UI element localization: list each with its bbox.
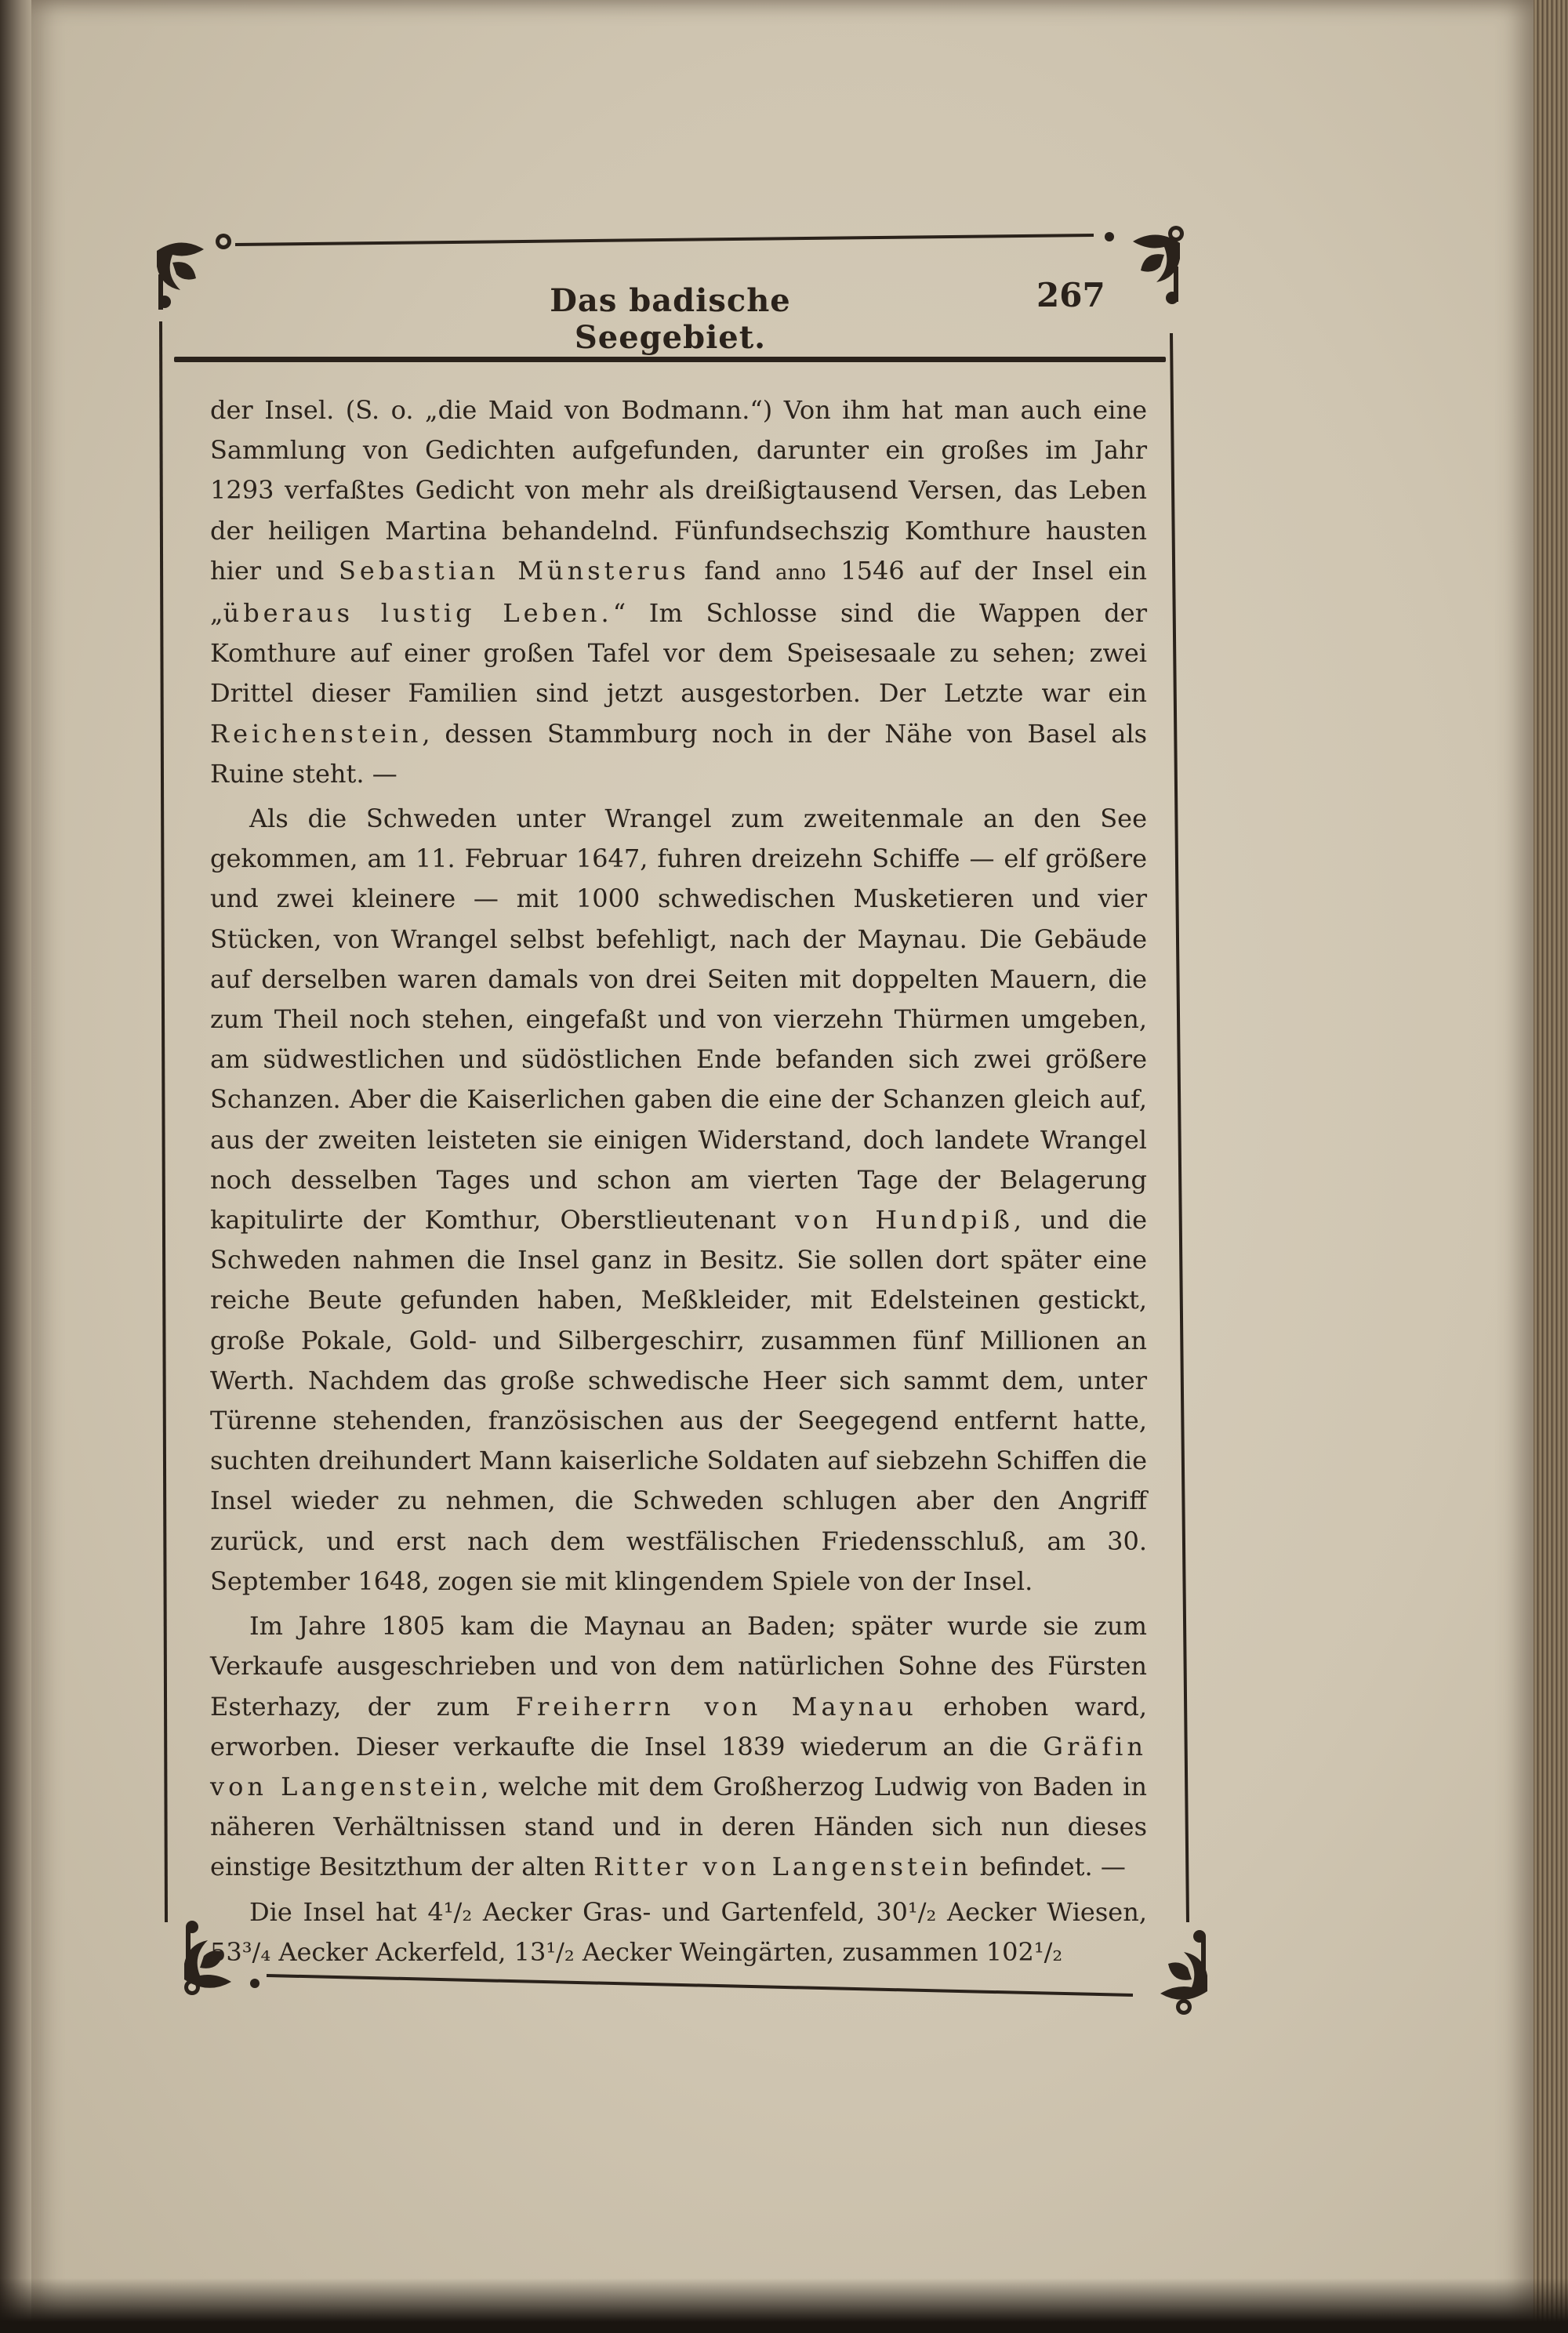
text-run: erhoben ward, erworben. Dieser verkaufte die Insel 1839 wiederum an die [210,1691,1148,1762]
paragraph-3 [210,1606,1147,1887]
paragraph-4 [210,1892,1147,1972]
running-title: Das badische Seegebiet. [550,282,791,356]
name-spaced: Sebastian Münsterus [339,555,690,586]
text-run: befindet. — [971,1852,1126,1882]
header-rule [174,357,1166,362]
text-run: “ Im Schlosse sind die Wappen der Komthure auf einer großen Tafel vor dem Speisesaale zu sehen; zwei Drittel dieser Familien sind jetzt ausgestorben. Der Letzte war ein [210,598,1148,709]
text-run: , dessen Stammburg noch in der Nähe von Basel als Ruine steht. — [210,718,1147,789]
name-spaced: von Hundpiß [794,1205,1014,1235]
name-spaced: Reichenstein [210,718,423,749]
name-spaced: Ritter von Langenstein [593,1852,972,1882]
text-run: , welche mit dem Großherzog Ludwig von Baden in näheren Verhältnissen stand und in deren Händen sich nun dieses einstige Besitzthum der alten [210,1771,1148,1882]
text-run: , und die Schweden nahmen die Insel ganz in Besitz. Sie sollen dort später eine reiche Beute gefunden haben, Meßkleider, mit Edelsteinen gestickt, große Pokale, Gold- und Silbergeschirr, zusammen fünf Millionen an Werth. Nachdem das große schwedische Heer sich sammt dem, unter Türenne stehenden, französischen aus der Seegegend entfernt hatte, suchten dreihundert Mann kaiserliche Soldaten auf siebzehn Schiffen die Insel wieder zu nehmen, die Schweden schlugen aber den Angriff zurück, und erst nach dem westfälischen Friedensschluß, am 30. September 1648, zogen sie mit klingendem Spiele von der Insel. [210,1205,1148,1596]
text-run: fand [689,555,775,586]
paragraph-2 [210,799,1147,1602]
paragraph-1 [210,390,1147,794]
text-run: Im Jahre 1805 kam die Maynau an Baden; später wurde sie zum Verkaufe ausgeschrieben und von dem natürlichen Sohne des Fürsten Esterhazy, der zum [210,1611,1147,1722]
name-spaced: Gräfin von Langenstein [210,1731,1147,1801]
name-spaced: Freiherrn von Maynau [515,1691,917,1722]
book-bottom-shadow [0,2278,1568,2333]
latin-word: anno [775,561,826,585]
text-run: Die Insel hat 4¹/₂ Aecker Gras- und Gartenfeld, 30¹/₂ Aecker Wiesen, 53³/₄ Aecker Ackerfeld, 13¹/₂ Aecker Weingärten, zusammen 102¹/₂ [210,1896,1147,1967]
text-run: 1546 auf der Insel ein „ [210,555,1148,629]
quote-spaced: überaus lustig Leben. [223,598,613,629]
text-run: der Insel. (S. o. „die Maid von Bodmann.“) Von ihm hat man auch eine Sammlung von Gedichten aufgefunden, darunter ein großes im Jahr 1293 verfaßtes Gedicht von mehr als dreißigtausend Versen, das Leben der heiligen Martina behandelnd. Fünfundsechszig Komthure hausten hier und [210,395,1147,586]
page-number: 267 [1036,276,1105,314]
body-text [210,390,1148,1967]
corner-ornament-top-left [149,227,243,321]
text-run: Als die Schweden unter Wrangel zum zweitenmale an den See gekommen, am 11. Februar 1647, fuhren dreizehn Schiffe — elf größere und zwei kleinere — mit 1000 schwedischen Musketieren und vier Stücken, von Wrangel selbst befehligt, nach der Maynau. Die Gebäude auf derselben waren damals von drei Seiten mit doppelten Mauern, die zum Theil noch stehen, eingefaßt und von vierzehn Thürmen umgeben, am südwestlichen und südöstlichen Ende befanden sich zwei größere Schanzen. Aber die Kaiserlichen gaben die eine der Schanzen gleich auf, aus der zweiten leisteten sie einigen Widerstand, doch landete Wrangel noch desselben Tages und schon am vierten Tage der Belagerung kapitulirte der Komthur, Oberstlieutenant [210,804,1147,1235]
